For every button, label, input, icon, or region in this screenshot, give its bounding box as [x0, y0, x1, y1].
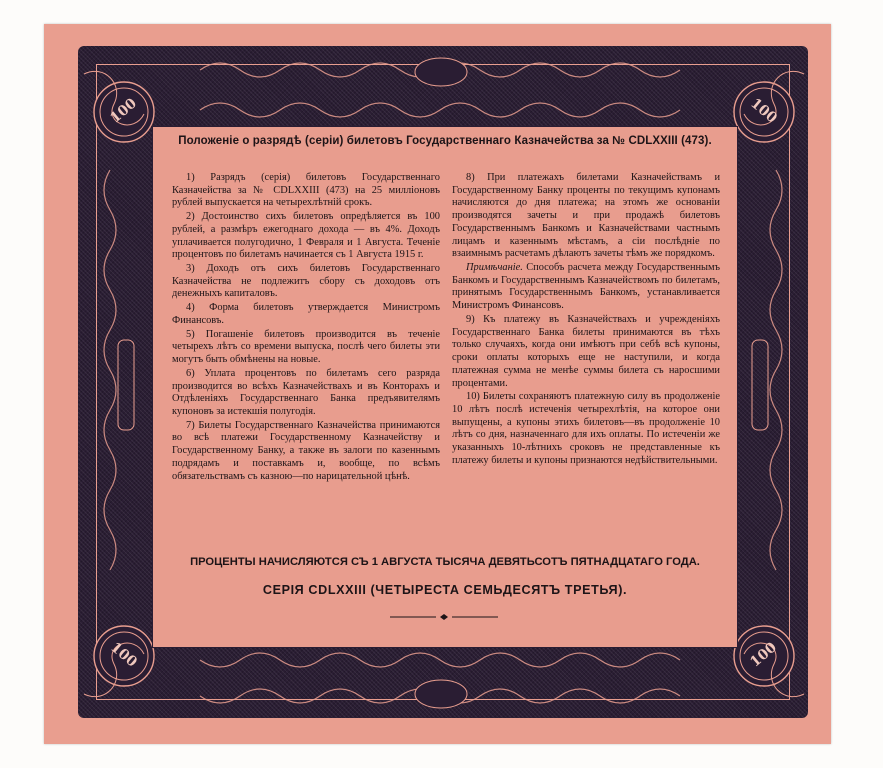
clause: 7) Билеты Государственнаго Казначейства принимаются во всѣ платежи Государственному Казначейству и Государственному Банку, а также въ залоги по казеннымъ подрядамъ и поставкамъ и, вообще, по всѣмъ обязательствамъ съ казною—по нарицательной цѣнѣ.: [172, 419, 440, 482]
corner-denomination-top-left: 100: [107, 95, 140, 127]
series-line: СЕРІЯ CDLXXIII (ЧЕТЫРЕСТА СЕМЬДЕСЯТЪ ТРЕТЬЯ).: [262, 583, 628, 597]
corner-denomination-bottom-right: 100: [747, 639, 780, 671]
clause: 6) Уплата процентовъ по билетамъ сего разряда производится во всѣхъ Казначействахъ и въ Конторахъ и Отдѣленіяхъ Государственнаго Банка предъявителямъ купоновъ за истекшія полугодія.: [172, 367, 440, 417]
clause: 8) При платежахъ билетами Казначействамъ и Государственному Банку проценты по текущимъ купонамъ начисляются до дня платежа; на этомъ же основаніи производятся зачеты и при продажѣ билетовъ Государственнымъ Банкомъ и Казначействами частнымъ лицамъ и казеннымъ мѣстамъ, а сіи послѣдніе по взаимнымъ расчетамъ дѣлаютъ зачеты тѣмъ же порядкомъ.: [452, 172, 720, 260]
regulation-title: Положеніе о разрядѣ (серіи) билетовъ Государственнаго Казначейства за № CDLXXIII (473).: [178, 135, 712, 147]
interest-start-line: ПРОЦЕНТЫ НАЧИСЛЯЮТСЯ СЪ 1 АВГУСТА ТЫСЯЧА ДЕВЯТЬСОТЪ ПЯТНАДЦАТАГО ГОДА.: [190, 556, 700, 568]
left-column: [172, 172, 440, 484]
clause: 3) Доходъ отъ сихъ билетовъ Государственнаго Казначейства не подлежитъ сбору съ доходовъ отъ денежныхъ капиталовъ.: [172, 263, 440, 300]
decorative-divider: [390, 614, 498, 620]
clause: 5) Погашеніе билетовъ производится въ теченіе четырехъ лѣтъ со времени выпуска, послѣ чего билеты эти могутъ быть обмѣнены на новые.: [172, 328, 440, 366]
clause: 1) Разрядъ (серія) билетовъ Государственнаго Казначейства за № CDLXXIII (473) на 25 милліоновъ рублей выпускается на четырехлѣтній срокъ.: [172, 172, 440, 209]
clause: 9) Къ платежу въ Казначействахъ и учрежденіяхъ Государственнаго Банка билеты принимаются въ тѣхъ только случаяхъ, когда они имѣютъ при себѣ всѣ купоны, сроки оплаты которыхъ еще не наступили, и когда платежная сумма не менѣе суммы билета съ наросшими процентами.: [452, 313, 720, 389]
corner-denomination-bottom-left: 100: [107, 639, 140, 671]
clause: 10) Билеты сохраняютъ платежную силу въ продолженіе 10 лѣтъ послѣ истеченія четырехлѣтія, на которое они выпущены, а купоны этихъ билетовъ—въ продолженіе 10 лѣтъ со дня, назначеннаго для ихъ оплаты. По истеченіи же указанныхъ 10-лѣтнихъ сроковъ не представленные къ платежу билеты и купоны признаются недѣйствительными.: [452, 391, 720, 466]
right-column: [452, 172, 720, 469]
corner-denomination-top-right: 100: [747, 95, 780, 127]
clause: 2) Достоинство сихъ билетовъ опредѣляется въ 100 рублей, а размѣръ ежегоднаго дохода — въ 4%. Доходъ уплачивается полугодично, 1 Февраля и 1 Августа. Теченіе процентовъ по билетамъ начинается съ 1 Августа 1915 г.: [172, 211, 440, 261]
clause: 4) Форма билетовъ утверждается Министромъ Финансовъ.: [172, 302, 440, 326]
note-clause: Примѣчаніе. Способъ расчета между Государственнымъ Банкомъ и Государственнымъ Казначействомъ по билетамъ, принятымъ Государственнымъ Банкомъ, устанавливается Министромъ Финансовъ.: [452, 262, 720, 312]
note-label: Примѣчаніе.: [466, 262, 523, 274]
